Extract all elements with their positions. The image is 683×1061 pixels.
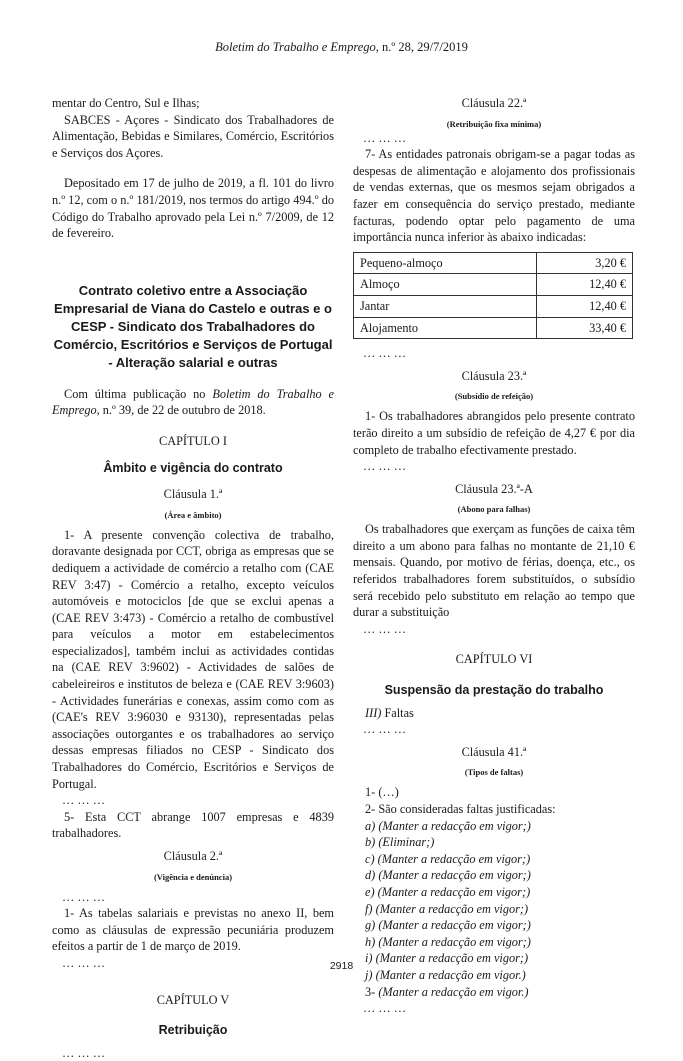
- ellipsis: … … …: [62, 793, 106, 808]
- ellipsis: … … …: [363, 1001, 407, 1016]
- table-cell-value: 12,40 €: [537, 295, 633, 317]
- table-row: [354, 295, 633, 317]
- list-item: [353, 884, 635, 901]
- item-number: 3-: [365, 984, 379, 999]
- item-text: (Manter a redacção em vigor.): [378, 984, 529, 999]
- chapter-heading: CAPÍTULO I: [159, 433, 227, 448]
- left-column: [52, 95, 334, 1061]
- chapter-heading: CAPÍTULO V: [156, 992, 230, 1007]
- clause-heading: Cláusula 23.ª: [461, 368, 527, 383]
- clause-subtitle: (Área e âmbito): [164, 509, 222, 520]
- clause-subtitle: (Abono para falhas): [457, 504, 531, 515]
- page-header: [0, 40, 683, 55]
- list-item: [353, 834, 635, 851]
- list-item: [353, 934, 635, 951]
- table-cell-item: Pequeno-almoço: [354, 252, 537, 274]
- table-row: [354, 252, 633, 274]
- paragraph: SABCES - Açores - Sindicato dos Trabalhadores de Alimentação, Bebidas e Similares, Comércio, Escritórios e Serviços dos Açores.: [52, 112, 334, 160]
- item-text: (Manter a redacção em vigor;): [378, 918, 531, 933]
- list-item: 2- São consideradas faltas justificadas:: [365, 802, 556, 816]
- ellipsis: … … …: [363, 621, 407, 636]
- section-heading: [353, 705, 635, 722]
- publication-note-post: , n.º 39, de 22 de outubro de 2018.: [96, 403, 266, 418]
- item-text: (Eliminar;): [378, 835, 435, 850]
- paragraph: mentar do Centro, Sul e Ilhas;: [52, 96, 200, 110]
- publication-note-journal: Boletim do Trabalho e Emprego: [52, 386, 334, 418]
- clause-subtitle: (Retribuição fixa mínima): [446, 118, 542, 129]
- chapter-title: Âmbito e vigência do contrato: [103, 460, 283, 475]
- table-cell-item: Alojamento: [354, 317, 537, 339]
- right-column: [353, 95, 635, 1017]
- item-letter: c): [365, 851, 375, 866]
- clause-subtitle: (Subsídio de refeição): [454, 391, 534, 402]
- ellipsis: … … …: [363, 346, 407, 361]
- item-letter: h): [365, 934, 376, 949]
- section-label: Faltas: [381, 705, 414, 720]
- clause-paragraph: Os trabalhadores que exerçam as funções de caixa têm direito a um abono para falhas no montante de 21,10 € mensais. Quando, por motivo de férias, doença, etc., os referidos trabalhadores forem substituídos, o subsídio será recebido pelo substituto em relação ao tempo que durar a substituição: [353, 522, 635, 620]
- clause-heading: Cláusula 2.ª: [163, 849, 223, 863]
- clause-subtitle: (Tipos de faltas): [464, 767, 524, 778]
- chapter-heading: CAPÍTULO VI: [455, 652, 533, 667]
- publication-note: [52, 386, 334, 419]
- ellipsis: … … …: [363, 459, 407, 474]
- table-cell-value: 3,20 €: [537, 252, 633, 274]
- list-item: [353, 867, 635, 884]
- item-text: (Manter a redacção em vigor;): [377, 884, 531, 899]
- clause-subtitle: (Vigência e denúncia): [153, 871, 233, 882]
- meal-allowance-table: [353, 252, 633, 339]
- item-letter: j): [365, 967, 373, 982]
- clause-paragraph: 1- A presente convenção colectiva de trabalho, doravante designada por CCT, obriga as empresas que se dediquem a actividade de comércio a retalho com (CAE REV 3:47) - Comércio a retalho, excepto veículos automóveis e motociclos [de que se exclui apenas a (CAE REV 3:473) - Comércio a retalho de combustível para veículos a motor em estabelecimentos especializados], também inclui as actividades contidas na (CAE REV 3:9602) - Actividades de salões de cabeleireiros e institutos de beleza e (CAE REV 3:9603) - Actividades funerárias e conexas, assim como com as (CAE's REV 3:96030 e 93130), representadas pelas associações outorgantes e os trabalhadores ao serviço dessas empresas filiados no CESP - Sindicato dos Trabalhadores do Comércio, Escritórios e Serviços de Portugal.: [52, 527, 334, 791]
- item-letter: e): [365, 884, 375, 899]
- list-item: [353, 851, 635, 868]
- list-item: [353, 818, 635, 835]
- item-letter: d): [365, 868, 376, 883]
- table-cell-item: Almoço: [354, 274, 537, 296]
- table-cell-value: 12,40 €: [537, 274, 633, 296]
- item-text: (Manter a redacção em vigor;): [375, 951, 529, 966]
- ellipsis: … … …: [363, 130, 407, 145]
- section-number: III): [365, 705, 382, 720]
- clause-paragraph: 1- As tabelas salariais e previstas no anexo II, bem como as cláusulas de expressão pecuniária produzem efeitos a partir de 1 de março de 2019.: [52, 906, 334, 954]
- ellipsis: … … …: [62, 889, 106, 904]
- clause-heading: Cláusula 41.ª: [461, 744, 527, 759]
- item-letter: i): [365, 951, 373, 966]
- list-item: [353, 984, 635, 1001]
- table-row: [354, 274, 633, 296]
- clause-heading: Cláusula 1.ª: [163, 487, 223, 502]
- issue-info: , n.º 28, 29/7/2019: [375, 40, 468, 54]
- clause-paragraph: 5- Esta CCT abrange 1007 empresas e 4839 trabalhadores.: [52, 809, 334, 841]
- item-text: (Manter a redacção em vigor;): [378, 868, 531, 883]
- chapter-title: Suspensão da prestação do trabalho: [384, 683, 604, 698]
- journal-name: Boletim do Trabalho e Emprego: [215, 40, 376, 54]
- list-item: [353, 917, 635, 934]
- item-text: (Manter a redacção em vigor;): [378, 818, 531, 833]
- table-cell-value: 33,40 €: [537, 317, 633, 339]
- deposit-paragraph: Depositado em 17 de julho de 2019, a fl. 101 do livro n.º 12, com o n.º 181/2019, nos termos do artigo 494.º do Código do Trabalho aprovado pela Lei n.º 7/2009, de 12 de fevereiro.: [52, 176, 334, 241]
- clause-heading: Cláusula 23.ª-A: [455, 481, 533, 496]
- item-letter: a): [365, 818, 376, 833]
- list-item: [353, 901, 635, 918]
- item-letter: g): [365, 918, 376, 933]
- clause-paragraph: 7- As entidades patronais obrigam-se a pagar todas as despesas de alimentação e alojamento dos profissionais de vendas externas, que os mesmos sejam obrigados a fazer em consequência do serviço prestado, mediante facturas, podendo optar pelo pagamento de uma importância nunca inferior às abaixo indicadas:: [353, 147, 635, 245]
- table-cell-item: Jantar: [354, 295, 537, 317]
- clause-heading: Cláusula 22.ª: [461, 96, 527, 110]
- list-item: 1- (…): [365, 785, 399, 800]
- ellipsis: … … …: [62, 1045, 106, 1060]
- clause-paragraph: 1- Os trabalhadores abrangidos pelo presente contrato terão direito a um subsídio de refeição de 4,27 € por dia completo de trabalho efectivamente prestado.: [353, 409, 635, 457]
- page-number: 2918: [329, 960, 354, 972]
- item-letter: f): [365, 901, 373, 916]
- document-title: Contrato coletivo entre a Associação Empresarial de Viana do Castelo e outras e o CESP - Sindicato dos Trabalhadores do Comércio, Escritórios e Serviços de Portugal - Alteração salarial e outras: [53, 282, 333, 370]
- chapter-title: Retribuição: [158, 1023, 228, 1038]
- ellipsis: … … …: [62, 955, 106, 970]
- item-text: (Manter a redacção em vigor;): [378, 934, 531, 949]
- item-letter: b): [365, 835, 376, 850]
- publication-note-pre: Com última publicação no: [64, 386, 213, 401]
- item-text: (Manter a redacção em vigor;): [377, 851, 531, 866]
- ellipsis: … … …: [363, 722, 407, 737]
- item-text: (Manter a redacção em vigor.): [375, 967, 526, 982]
- item-text: (Manter a redacção em vigor;): [375, 901, 529, 916]
- table-row: [354, 317, 633, 339]
